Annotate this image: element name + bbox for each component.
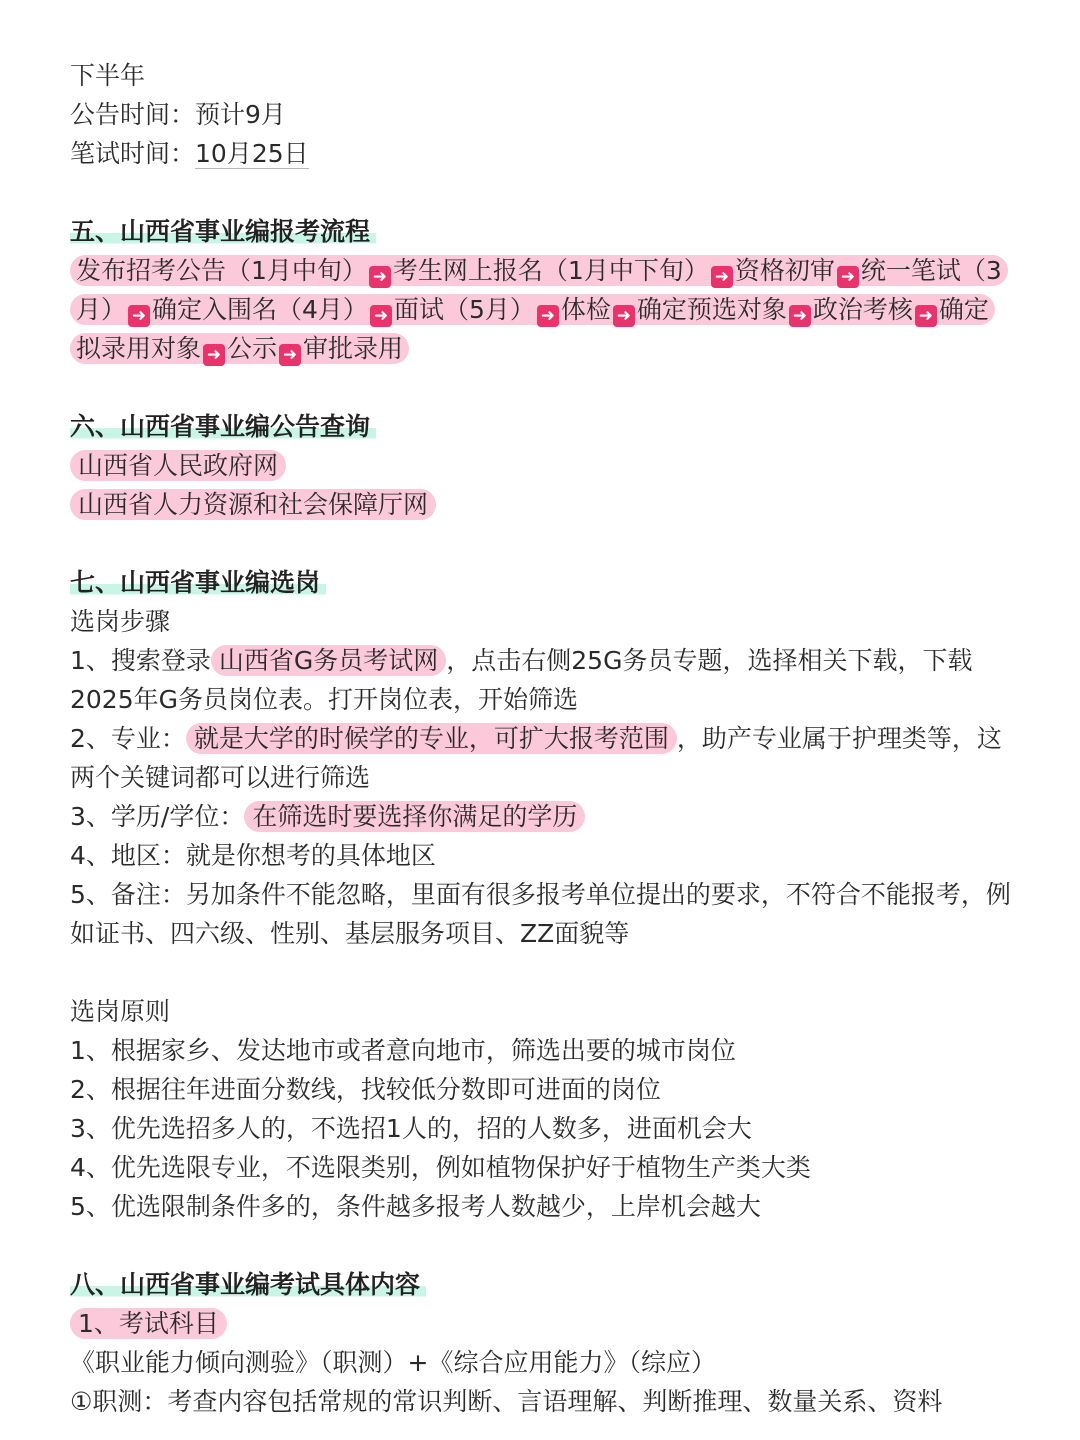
right-arrow-icon: ➜ — [128, 305, 150, 327]
principle-item: 3、优先选招多人的，不选招1人的，招的人数多，进面机会大 — [70, 1114, 752, 1143]
steps-heading: 选岗步骤 — [70, 607, 171, 636]
step-3 — [70, 797, 1020, 836]
section-8-heading: 八、山西省事业编考试具体内容 — [70, 1270, 426, 1299]
principle-item: 1、根据家乡、发达地市或者意向地市，筛选出要的城市岗位 — [70, 1036, 736, 1065]
application-flow-highlight — [70, 255, 1008, 364]
right-arrow-icon: ➜ — [370, 305, 392, 327]
section-5-heading: 五、山西省事业编报考流程 — [70, 217, 376, 246]
right-arrow-icon: ➜ — [613, 305, 635, 327]
right-arrow-icon: ➜ — [837, 266, 859, 288]
flow-step: 确定拟录用对象 — [76, 295, 989, 363]
step-2 — [70, 719, 1020, 797]
step-3-prefix: 3、学历/学位： — [70, 802, 245, 831]
site-hrss-link[interactable]: 山西省人力资源和社会保障厅网 — [70, 489, 436, 520]
right-arrow-icon: ➜ — [203, 344, 225, 366]
spacer — [70, 173, 1020, 212]
section-7-heading: 七、山西省事业编选岗 — [70, 568, 326, 597]
flow-step: 考生网上报名（1月中下旬） — [392, 256, 709, 285]
flow-step: 审批录用 — [303, 334, 404, 363]
flow-step: 面试（5月） — [393, 295, 535, 324]
exam-subjects: 《职业能力倾向测验》（职测）+《综合应用能力》（综应） — [70, 1348, 716, 1377]
right-arrow-icon: ➜ — [537, 305, 559, 327]
step-2-highlight: 就是大学的时候学的专业，可扩大报考范围 — [186, 723, 677, 754]
section-6-heading: 六、山西省事业编公告查询 — [70, 412, 376, 441]
application-flow — [70, 251, 1005, 368]
spacer — [70, 524, 1020, 563]
step-1 — [70, 641, 1020, 719]
announce-time-value: 预计9月 — [195, 100, 286, 129]
right-arrow-icon: ➜ — [279, 344, 301, 366]
flow-step: 确定入围名（4月） — [152, 295, 368, 324]
step-1-highlight: 山西省G务员考试网 — [211, 645, 446, 676]
exam-time-row — [70, 134, 1020, 173]
step-1-prefix: 1、搜索登录 — [70, 646, 211, 675]
spacer — [70, 368, 1020, 407]
principle-item: 2、根据往年进面分数线，找较低分数即可进面的岗位 — [70, 1075, 661, 1104]
right-arrow-icon: ➜ — [915, 305, 937, 327]
flow-step: 确定预选对象 — [636, 295, 787, 324]
flow-step: 公示 — [227, 334, 278, 363]
right-arrow-icon: ➜ — [789, 305, 811, 327]
period-label: 下半年 — [70, 61, 146, 90]
document-page — [70, 56, 1020, 1421]
flow-step: 发布招考公告（1月中旬） — [76, 256, 367, 285]
step-2-text: ，助产专业属于护理类等，这两个关键词都可以进行筛选 — [70, 724, 1002, 792]
flow-step: 体检 — [560, 295, 611, 324]
right-arrow-icon: ➜ — [711, 266, 733, 288]
principles-heading: 选岗原则 — [70, 997, 171, 1026]
step-3-highlight: 在筛选时要选择你满足的学历 — [244, 801, 585, 832]
exam-time-value: 10月25日 — [195, 139, 309, 168]
exam-time-label: 笔试时间： — [70, 139, 196, 168]
spacer — [70, 953, 1020, 992]
principle-item: 4、优先选限专业，不选限类别，例如植物保护好于植物生产类大类 — [70, 1153, 811, 1182]
principle-item: 5、优选限制条件多的，条件越多报考人数越少，上岸机会越大 — [70, 1192, 761, 1221]
spacer — [70, 1226, 1020, 1265]
announce-time-label: 公告时间： — [70, 100, 196, 129]
site-gov-link[interactable]: 山西省人民政府网 — [70, 450, 286, 481]
flow-step: 政治考核 — [812, 295, 913, 324]
right-arrow-icon: ➜ — [369, 266, 391, 288]
flow-step: 统一笔试（3月） — [76, 256, 1002, 324]
exam-subjects-subheading: 1、考试科目 — [70, 1308, 227, 1339]
aptitude-test-description: ①职测：考查内容包括常规的常识判断、言语理解、判断推理、数量关系、资料 — [70, 1387, 943, 1416]
step-1-text: ，点击右侧25G务员专题，选择相关下载，下载2025年G务员岗位表。打开岗位表，开始筛选 — [70, 646, 973, 714]
step-5: 5、备注：另加条件不能忽略，里面有很多报考单位提出的要求，不符合不能报考，例如证书、四六级、性别、基层服务项目、ZZ面貌等 — [70, 880, 1011, 948]
step-4: 4、地区：就是你想考的具体地区 — [70, 841, 436, 870]
announce-time-row — [70, 95, 1020, 134]
step-2-prefix: 2、专业： — [70, 724, 186, 753]
flow-step: 资格初审 — [734, 256, 835, 285]
